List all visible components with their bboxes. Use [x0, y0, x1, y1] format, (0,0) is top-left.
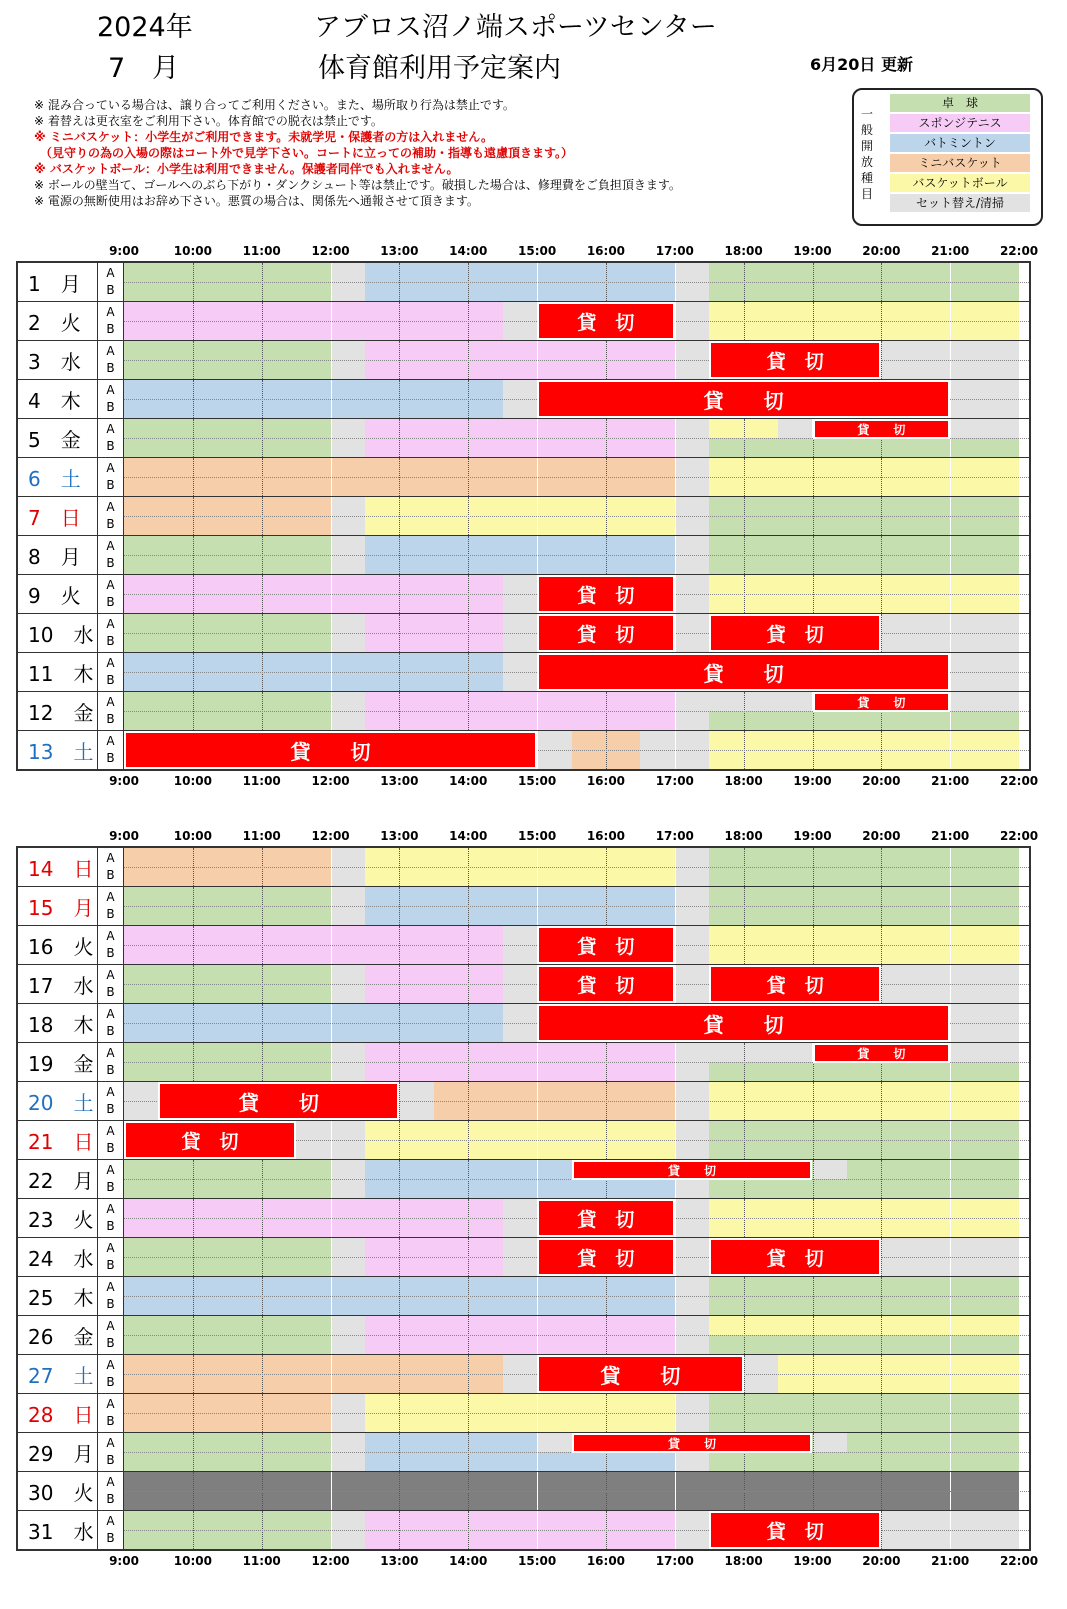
day-row: [18, 848, 1029, 887]
court-a-label: A: [106, 1319, 115, 1333]
day-row: [18, 1511, 1029, 1550]
day-label: 30 火: [18, 1472, 98, 1510]
time-label: 13:00: [380, 774, 419, 788]
court-a-label: A: [106, 1514, 115, 1528]
day-label: 19 金: [18, 1043, 98, 1081]
day-row: [18, 419, 1029, 458]
day-row: [18, 1394, 1029, 1433]
court-b-label: B: [106, 1258, 115, 1272]
court-labels: [98, 887, 124, 925]
day-label: 20 土: [18, 1082, 98, 1120]
court-a-label: A: [106, 1358, 115, 1372]
court-b-label: B: [106, 439, 115, 453]
court-a-label: A: [106, 500, 115, 514]
court-a-label: A: [106, 1436, 115, 1450]
reserved-block: 貸 切: [813, 692, 951, 712]
reserved-block: 貸 切: [537, 1199, 675, 1237]
court-labels: [98, 497, 124, 535]
court-a-label: A: [106, 539, 115, 553]
court-b-label: B: [106, 946, 115, 960]
note-line: ※ ボールの壁当て、ゴールへのぶら下がり・ダンクシュート等は禁止です。破損した場合は、修理費をご負担頂きます。: [34, 178, 681, 192]
court-a-label: A: [106, 968, 115, 982]
day-row: [18, 1004, 1029, 1043]
court-divider: [124, 1413, 1029, 1414]
day-row: [18, 1121, 1029, 1160]
time-label: 15:00: [517, 829, 557, 843]
court-labels: [98, 1472, 124, 1510]
time-label: 16:00: [586, 829, 626, 843]
court-b-label: B: [106, 673, 115, 687]
court-b-label: B: [106, 400, 115, 414]
day-row: [18, 1433, 1029, 1472]
court-labels: [98, 1511, 124, 1549]
time-label: 10:00: [173, 829, 212, 843]
time-label: 14:00: [449, 774, 488, 788]
court-a-label: A: [106, 344, 115, 358]
court-labels: [98, 575, 124, 613]
legend-vertical-label: 一般開放種目: [860, 107, 873, 201]
legend-item: セット替え/清掃: [890, 194, 1030, 213]
court-labels: [98, 458, 124, 496]
court-labels: [98, 302, 124, 340]
court-a-label: A: [106, 890, 115, 904]
day-label: 22 月: [18, 1160, 98, 1198]
time-label: 22:00: [999, 829, 1039, 843]
legend-item: バスケットボール: [890, 174, 1030, 193]
year-title: 2024年: [97, 12, 193, 43]
court-labels: [98, 263, 124, 301]
day-row: [18, 497, 1029, 536]
court-a-label: A: [106, 266, 115, 280]
time-label: 14:00: [449, 829, 488, 843]
time-label: 17:00: [655, 829, 694, 843]
time-label: 22:00: [999, 244, 1039, 258]
court-labels: [98, 1043, 124, 1081]
time-label: 10:00: [173, 1554, 212, 1568]
day-label: 7 日: [18, 497, 98, 535]
time-label: 15:00: [517, 244, 557, 258]
court-a-label: A: [106, 851, 115, 865]
court-labels: [98, 1355, 124, 1393]
day-row: [18, 1472, 1029, 1511]
day-row: [18, 926, 1029, 965]
day-label: 13 土: [18, 731, 98, 769]
court-labels: [98, 731, 124, 769]
day-row: [18, 1277, 1029, 1316]
court-labels: [98, 1121, 124, 1159]
court-divider: [124, 867, 1029, 868]
time-label: 19:00: [793, 1554, 832, 1568]
reserved-block: 貸 切: [709, 341, 881, 379]
time-label: 13:00: [380, 244, 419, 258]
time-label: 14:00: [449, 244, 488, 258]
time-label: 20:00: [862, 829, 901, 843]
day-label: 29 月: [18, 1433, 98, 1471]
legend-item: スポンジテニス: [890, 114, 1030, 133]
court-b-label: B: [106, 1375, 115, 1389]
time-label: 9:00: [109, 1554, 139, 1568]
day-label: 27 土: [18, 1355, 98, 1393]
day-label: 14 日: [18, 848, 98, 886]
reserved-block: 貸 切: [813, 419, 951, 439]
month-title: 7 月: [108, 53, 180, 84]
time-label: 18:00: [724, 244, 763, 258]
court-b-label: B: [106, 283, 115, 297]
schedule-block: [537, 1433, 571, 1452]
schedule-block: [813, 1433, 847, 1452]
court-b-label: B: [106, 985, 115, 999]
court-divider: [124, 1530, 1029, 1531]
day-label: 2 火: [18, 302, 98, 340]
day-label: 26 金: [18, 1316, 98, 1354]
schedule-block: [950, 692, 1019, 711]
court-b-label: B: [106, 1063, 115, 1077]
court-b-label: B: [106, 517, 115, 531]
time-label: 17:00: [655, 244, 694, 258]
court-labels: [98, 692, 124, 730]
time-label: 19:00: [793, 774, 832, 788]
day-label: 4 木: [18, 380, 98, 418]
day-label: 11 木: [18, 653, 98, 691]
schedule-block: [813, 1160, 847, 1179]
court-a-label: A: [106, 1046, 115, 1060]
reserved-block: 貸 切: [158, 1082, 399, 1120]
schedule-table: [16, 261, 1031, 771]
court-a-label: A: [106, 1280, 115, 1294]
facility-title: アブロス沼ノ端スポーツセンター: [314, 12, 717, 43]
reserved-block: 貸 切: [124, 1121, 296, 1159]
day-label: 21 日: [18, 1121, 98, 1159]
reserved-block: 貸 切: [572, 1433, 813, 1453]
court-divider: [124, 1335, 1029, 1336]
time-label: 18:00: [724, 829, 763, 843]
time-label: 16:00: [586, 1554, 626, 1568]
time-label: 10:00: [173, 244, 212, 258]
day-row: [18, 692, 1029, 731]
day-label: 15 月: [18, 887, 98, 925]
day-label: 1 月: [18, 263, 98, 301]
time-label: 21:00: [931, 244, 970, 258]
court-labels: [98, 419, 124, 457]
court-b-label: B: [106, 1141, 115, 1155]
court-a-label: A: [106, 1202, 115, 1216]
time-label: 21:00: [931, 774, 970, 788]
reserved-block: 貸 切: [537, 965, 675, 1003]
court-a-label: A: [106, 305, 115, 319]
time-label: 9:00: [109, 774, 139, 788]
day-label: 23 火: [18, 1199, 98, 1237]
time-label: 17:00: [655, 1554, 694, 1568]
court-b-label: B: [106, 322, 115, 336]
time-label: 19:00: [793, 244, 832, 258]
day-label: 16 火: [18, 926, 98, 964]
note-line: ※ 着替えは更衣室をご利用下さい。体育館での脱衣は禁止です。: [34, 114, 383, 128]
day-label: 8 月: [18, 536, 98, 574]
day-row: [18, 341, 1029, 380]
court-a-label: A: [106, 1007, 115, 1021]
reserved-block: 貸 切: [813, 1043, 951, 1063]
note-line: （見守りの為の入場の際はコート外で見学下さい。コートに立っての補助・指導も遠慮頂きます。）: [34, 146, 574, 160]
court-a-label: A: [106, 1475, 115, 1489]
time-label: 13:00: [380, 829, 419, 843]
day-label: 25 木: [18, 1277, 98, 1315]
schedule-block: [709, 711, 1019, 730]
time-label: 16:00: [586, 774, 626, 788]
court-b-label: B: [106, 907, 115, 921]
court-b-label: B: [106, 1336, 115, 1350]
court-labels: [98, 1004, 124, 1042]
court-a-label: A: [106, 929, 115, 943]
day-row: [18, 887, 1029, 926]
court-b-label: B: [106, 868, 115, 882]
day-label: 6 土: [18, 458, 98, 496]
note-line: ※ 電源の無断使用はお辞め下さい。悪質の場合は、関係先へ通報させて頂きます。: [34, 194, 479, 208]
court-labels: [98, 536, 124, 574]
schedule-block: [709, 1062, 1019, 1081]
time-label: 11:00: [242, 1554, 281, 1568]
day-label: 5 金: [18, 419, 98, 457]
court-b-label: B: [106, 1180, 115, 1194]
court-a-label: A: [106, 461, 115, 475]
court-divider: [124, 516, 1029, 517]
court-labels: [98, 653, 124, 691]
reserved-block: 貸 切: [537, 575, 675, 613]
reserved-block: 貸 切: [537, 1355, 744, 1393]
court-b-label: B: [106, 751, 115, 765]
time-label: 21:00: [931, 1554, 970, 1568]
legend-item: ミニバスケット: [890, 154, 1030, 173]
court-b-label: B: [106, 478, 115, 492]
reserved-block: 貸 切: [572, 1160, 813, 1180]
time-label: 18:00: [724, 774, 763, 788]
page-title: 体育館利用予定案内: [318, 53, 561, 84]
time-label: 12:00: [311, 244, 350, 258]
day-row: [18, 575, 1029, 614]
court-b-label: B: [106, 1219, 115, 1233]
day-row: [18, 1082, 1029, 1121]
court-labels: [98, 341, 124, 379]
day-row: [18, 1199, 1029, 1238]
day-row: [18, 1355, 1029, 1394]
time-label: 11:00: [242, 244, 281, 258]
reserved-block: 貸 切: [709, 965, 881, 1003]
court-labels: [98, 848, 124, 886]
court-divider: [124, 555, 1029, 556]
day-row: [18, 614, 1029, 653]
day-label: 17 水: [18, 965, 98, 1003]
court-b-label: B: [106, 361, 115, 375]
day-label: 3 水: [18, 341, 98, 379]
day-label: 31 水: [18, 1511, 98, 1549]
court-b-label: B: [106, 1453, 115, 1467]
updated-date: 6月20日 更新: [810, 55, 913, 74]
court-b-label: B: [106, 595, 115, 609]
court-divider: [124, 477, 1029, 478]
court-divider: [124, 1491, 1029, 1492]
court-divider: [124, 282, 1029, 283]
day-row: [18, 263, 1029, 302]
schedule-block: [709, 1316, 1019, 1335]
day-label: 24 水: [18, 1238, 98, 1276]
time-label: 14:00: [449, 1554, 488, 1568]
court-a-label: A: [106, 578, 115, 592]
court-a-label: A: [106, 383, 115, 397]
reserved-block: 貸 切: [537, 380, 950, 418]
court-labels: [98, 1316, 124, 1354]
court-divider: [124, 906, 1029, 907]
reserved-block: 貸 切: [537, 653, 950, 691]
time-label: 15:00: [517, 1554, 557, 1568]
time-label: 12:00: [311, 774, 350, 788]
court-a-label: A: [106, 1163, 115, 1177]
court-a-label: A: [106, 656, 115, 670]
court-b-label: B: [106, 1531, 115, 1545]
schedule-block: [950, 419, 1019, 438]
court-labels: [98, 1082, 124, 1120]
schedule-block: [709, 1335, 1019, 1354]
time-label: 10:00: [173, 774, 212, 788]
schedule-block: [709, 692, 812, 711]
day-row: [18, 965, 1029, 1004]
day-row: [18, 653, 1029, 692]
court-labels: [98, 1199, 124, 1237]
court-b-label: B: [106, 1024, 115, 1038]
time-label: 17:00: [655, 774, 694, 788]
court-divider: [124, 1296, 1029, 1297]
schedule-block: [709, 438, 1019, 457]
court-a-label: A: [106, 734, 115, 748]
day-row: [18, 536, 1029, 575]
court-b-label: B: [106, 556, 115, 570]
court-b-label: B: [106, 1492, 115, 1506]
court-labels: [98, 926, 124, 964]
time-label: 11:00: [242, 829, 281, 843]
day-row: [18, 380, 1029, 419]
day-label: 12 金: [18, 692, 98, 730]
day-row: [18, 458, 1029, 497]
note-line: ※ バスケットボール：小学生は利用できません。保護者同伴でも入れません。: [34, 162, 459, 176]
day-row: [18, 302, 1029, 341]
reserved-block: 貸 切: [537, 926, 675, 964]
court-a-label: A: [106, 1085, 115, 1099]
court-b-label: B: [106, 712, 115, 726]
court-labels: [98, 1433, 124, 1471]
day-label: 9 火: [18, 575, 98, 613]
day-row: [18, 1238, 1029, 1277]
day-row: [18, 1160, 1029, 1199]
reserved-block: 貸 切: [709, 1511, 881, 1549]
court-a-label: A: [106, 422, 115, 436]
time-label: 11:00: [242, 774, 281, 788]
note-line: ※ 混み合っている場合は、譲り合ってご利用ください。また、場所取り行為は禁止です。: [34, 98, 515, 112]
schedule-block: [778, 419, 812, 438]
note-line: ※ ミニバスケット：小学生がご利用できます。未就学児・保護者の方は入れません。: [34, 130, 494, 144]
reserved-block: 貸 切: [537, 1004, 950, 1042]
time-label: 21:00: [931, 829, 970, 843]
reserved-block: 貸 切: [709, 614, 881, 652]
court-labels: [98, 614, 124, 652]
court-labels: [98, 965, 124, 1003]
time-label: 12:00: [311, 1554, 350, 1568]
time-label: 13:00: [380, 1554, 419, 1568]
legend-item: 卓 球: [890, 94, 1030, 113]
day-label: 10 水: [18, 614, 98, 652]
court-b-label: B: [106, 634, 115, 648]
time-label: 9:00: [109, 829, 139, 843]
court-a-label: A: [106, 1397, 115, 1411]
schedule-block: [709, 1043, 812, 1062]
schedule-table: [16, 846, 1031, 1551]
court-b-label: B: [106, 1297, 115, 1311]
reserved-block: 貸 切: [709, 1238, 881, 1276]
court-labels: [98, 1238, 124, 1276]
time-label: 22:00: [999, 1554, 1039, 1568]
time-label: 19:00: [793, 829, 832, 843]
time-label: 20:00: [862, 1554, 901, 1568]
time-label: 20:00: [862, 244, 901, 258]
schedule-block: [950, 1043, 1019, 1062]
court-labels: [98, 1160, 124, 1198]
time-label: 20:00: [862, 774, 901, 788]
court-a-label: A: [106, 617, 115, 631]
court-b-label: B: [106, 1102, 115, 1116]
reserved-block: 貸 切: [537, 614, 675, 652]
time-label: 18:00: [724, 1554, 763, 1568]
court-divider: [124, 360, 1029, 361]
court-a-label: A: [106, 1241, 115, 1255]
day-row: [18, 1043, 1029, 1082]
court-labels: [98, 1277, 124, 1315]
day-row: [18, 1316, 1029, 1355]
day-label: 28 日: [18, 1394, 98, 1432]
legend: [852, 88, 1043, 226]
day-row: [18, 731, 1029, 770]
time-label: 16:00: [586, 244, 626, 258]
time-label: 9:00: [109, 244, 139, 258]
time-label: 12:00: [311, 829, 350, 843]
court-a-label: A: [106, 1124, 115, 1138]
court-b-label: B: [106, 1414, 115, 1428]
day-label: 18 木: [18, 1004, 98, 1042]
legend-item: バトミントン: [890, 134, 1030, 153]
reserved-block: 貸 切: [124, 731, 537, 769]
court-labels: [98, 1394, 124, 1432]
time-label: 15:00: [517, 774, 557, 788]
court-labels: [98, 380, 124, 418]
reserved-block: 貸 切: [537, 302, 675, 340]
court-a-label: A: [106, 695, 115, 709]
reserved-block: 貸 切: [537, 1238, 675, 1276]
time-label: 22:00: [999, 774, 1039, 788]
